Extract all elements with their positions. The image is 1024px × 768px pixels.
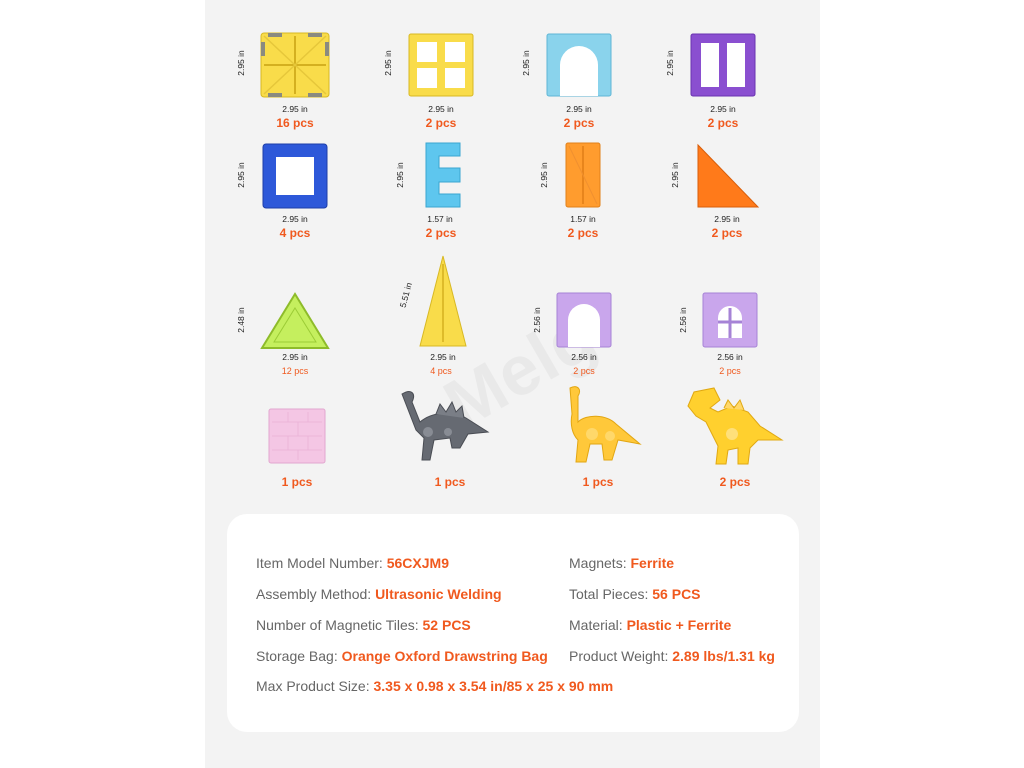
yellow-tall-triangle-qty: 4 pcs [430, 366, 452, 376]
purple-house-window-height: 2.56 in [677, 307, 688, 333]
orange-rectangle-width: 1.57 in [570, 214, 596, 224]
spec-bag [256, 648, 548, 664]
green-triangle-width: 2.95 in [282, 352, 308, 362]
orange-rectangle-height: 2.95 in [538, 162, 549, 188]
yellow-window-grid-height: 2.95 in [382, 50, 393, 76]
purple-arch-height: 2.56 in [531, 307, 542, 333]
orange-right-triangle-qty: 2 pcs [711, 226, 743, 240]
gray-dinosaur-qty: 1 pcs [434, 475, 466, 489]
spec-model [256, 555, 449, 571]
yellow-window-grid-shape [408, 33, 474, 97]
yellow-t-rex-qty: 2 pcs [719, 475, 751, 489]
spec-total-value: 56 PCS [652, 586, 701, 602]
spec-size-label: Max Product Size: [256, 678, 374, 694]
yellow-window-grid-width: 2.95 in [428, 104, 454, 114]
orange-rectangle-qty: 2 pcs [567, 226, 599, 240]
pink-brick-tile-qty: 1 pcs [281, 475, 313, 489]
spec-material [569, 617, 731, 633]
orange-right-triangle-width: 2.95 in [714, 214, 740, 224]
yellow-square-width: 2.95 in [282, 104, 308, 114]
yellow-tall-triangle-width: 2.95 in [430, 352, 456, 362]
spec-total [569, 586, 701, 602]
yellow-brontosaurus-qty: 1 pcs [582, 475, 614, 489]
spec-magnets [569, 555, 674, 571]
spec-weight-value: 2.89 lbs/1.31 kg [672, 648, 775, 664]
yellow-tall-triangle-shape [418, 254, 468, 348]
purple-arch-shape [556, 292, 612, 348]
purple-double-window-qty: 2 pcs [707, 116, 739, 130]
yellow-tall-triangle-height: 5.51 in [397, 281, 414, 309]
spec-assembly-label: Assembly Method: [256, 586, 376, 602]
blue-arch-shape [546, 33, 612, 97]
yellow-square-shape [260, 32, 330, 98]
blue-arch-qty: 2 pcs [563, 116, 595, 130]
yellow-window-grid-qty: 2 pcs [425, 116, 457, 130]
purple-double-window-height: 2.95 in [664, 50, 675, 76]
spec-total-label: Total Pieces: [569, 586, 653, 602]
orange-right-triangle-height: 2.95 in [669, 162, 680, 188]
purple-house-window-qty: 2 pcs [719, 366, 741, 376]
blue-e-tile-height: 2.95 in [394, 162, 405, 188]
spec-tiles [256, 617, 471, 633]
spec-size-value: 3.35 x 0.98 x 3.54 in/85 x 25 x 90 mm [373, 678, 614, 694]
spec-bag-label: Storage Bag: [256, 648, 342, 664]
spec-magnets-value: Ferrite [630, 555, 675, 571]
blue-hollow-square-shape [262, 143, 328, 209]
yellow-brontosaurus-shape [562, 384, 642, 466]
purple-double-window-width: 2.95 in [710, 104, 736, 114]
spec-material-value: Plastic + Ferrite [626, 617, 732, 633]
spec-material-label: Material: [569, 617, 627, 633]
spec-weight-label: Product Weight: [569, 648, 673, 664]
blue-hollow-square-qty: 4 pcs [279, 226, 311, 240]
blue-hollow-square-height: 2.95 in [235, 162, 246, 188]
blue-hollow-square-width: 2.95 in [282, 214, 308, 224]
spec-model-label: Item Model Number: [256, 555, 387, 571]
blue-e-tile-qty: 2 pcs [425, 226, 457, 240]
gray-dinosaur-shape [396, 388, 492, 468]
orange-rectangle-shape [565, 142, 601, 208]
spec-card [227, 514, 799, 732]
orange-right-triangle-shape [696, 143, 760, 209]
spec-assembly [256, 586, 502, 602]
spec-bag-value: Orange Oxford Drawstring Bag [341, 648, 548, 664]
pink-brick-tile-shape [268, 408, 326, 464]
purple-arch-qty: 2 pcs [573, 366, 595, 376]
yellow-square-height: 2.95 in [235, 50, 246, 76]
yellow-t-rex-shape [684, 386, 784, 466]
spec-magnets-label: Magnets: [569, 555, 631, 571]
green-triangle-height: 2.48 in [235, 307, 246, 333]
green-triangle-shape [260, 292, 330, 350]
blue-e-tile-width: 1.57 in [427, 214, 453, 224]
yellow-square-qty: 16 pcs [276, 116, 314, 130]
purple-arch-width: 2.56 in [571, 352, 597, 362]
spec-size [256, 678, 613, 694]
spec-weight [569, 648, 775, 664]
spec-assembly-value: Ultrasonic Welding [375, 586, 502, 602]
blue-arch-width: 2.95 in [566, 104, 592, 114]
spec-tiles-label: Number of Magnetic Tiles: [256, 617, 423, 633]
blue-arch-height: 2.95 in [520, 50, 531, 76]
purple-house-window-width: 2.56 in [717, 352, 743, 362]
purple-double-window-shape [690, 33, 756, 97]
purple-house-window-shape [702, 292, 758, 348]
spec-model-value: 56CXJM9 [386, 555, 449, 571]
green-triangle-qty: 12 pcs [281, 366, 309, 376]
spec-tiles-value: 52 PCS [422, 617, 471, 633]
blue-e-tile-shape [425, 142, 461, 208]
